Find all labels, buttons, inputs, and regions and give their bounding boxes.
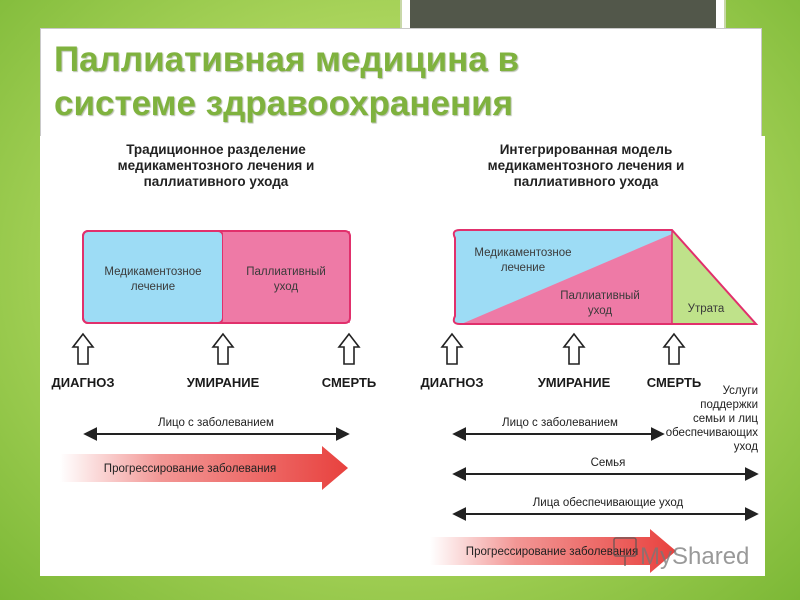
- left-blue-label-line2: лечение: [130, 281, 176, 293]
- left-person-label: Лицо с заболеванием: [158, 417, 274, 429]
- right-title-line1: Интегрированная модель: [499, 142, 673, 157]
- left-title-line2: медикаментозного лечения и: [117, 158, 315, 173]
- services-line3: семьи и лиц: [692, 413, 758, 425]
- services-line2: поддержки: [700, 399, 758, 411]
- diagram-panel: [40, 136, 765, 576]
- right-stage-death: СМЕРТЬ: [646, 375, 702, 390]
- family-label: Семья: [590, 457, 626, 469]
- left-stage-diagnosis: ДИАГНОЗ: [51, 375, 115, 390]
- diagram-svg: [40, 136, 765, 576]
- right-up-arrow-death: [664, 334, 684, 364]
- services-line1: Услуги: [722, 385, 758, 397]
- left-stage-dying: УМИРАНИЕ: [186, 375, 260, 390]
- right-title-line2: медикаментозного лечения и: [487, 158, 685, 173]
- right-pink-label-line1: Паллиативный: [560, 290, 640, 302]
- left-up-arrow-dying: [213, 334, 233, 364]
- slide-title-line2: системе здравоохранения: [54, 84, 514, 123]
- services-line4: обеспечивающих: [665, 427, 758, 439]
- right-blue-label-line1: Медикаментозное: [474, 247, 572, 259]
- left-up-arrow-diagnosis: [73, 334, 93, 364]
- right-progression-label: Прогрессирование заболевания: [465, 546, 639, 558]
- left-pink-label-line1: Паллиативный: [246, 266, 326, 278]
- carers-label: Лица обеспечивающие уход: [532, 497, 684, 509]
- left-pink-label-line2: уход: [273, 281, 299, 293]
- right-up-arrow-dying: [564, 334, 584, 364]
- right-pink-label-line2: уход: [587, 305, 613, 317]
- watermark-text: MyShared: [640, 543, 750, 570]
- left-title-line3: паллиативного ухода: [143, 174, 289, 189]
- right-person-label: Лицо с заболеванием: [502, 417, 618, 429]
- left-progression-label: Прогрессирование заболевания: [103, 463, 277, 475]
- right-green-label: Утрата: [687, 303, 725, 315]
- right-title-line3: паллиативного ухода: [513, 174, 659, 189]
- left-stage-death: СМЕРТЬ: [321, 375, 377, 390]
- left-up-arrow-death: [339, 334, 359, 364]
- services-line5: уход: [733, 441, 758, 453]
- left-blue-label-line1: Медикаментозное: [104, 266, 202, 278]
- right-stage-dying: УМИРАНИЕ: [537, 375, 611, 390]
- left-title-line1: Традиционное разделение: [126, 142, 306, 157]
- slide-title-line1: Паллиативная медицина в: [54, 40, 519, 79]
- right-up-arrow-diagnosis: [442, 334, 462, 364]
- slide-title: [54, 38, 674, 126]
- right-green-area: [672, 226, 765, 331]
- right-blue-label-line2: лечение: [500, 262, 546, 274]
- right-stage-diagnosis: ДИАГНОЗ: [420, 375, 484, 390]
